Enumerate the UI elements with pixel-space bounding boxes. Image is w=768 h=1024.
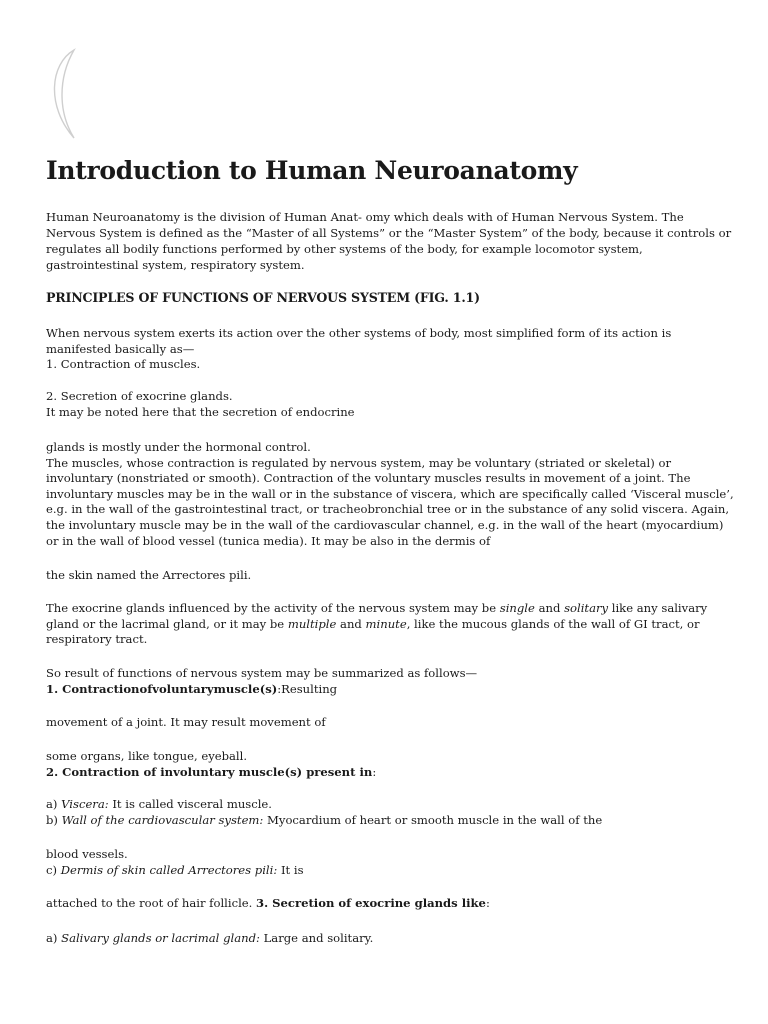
text-line: the skin named the Arrectores pili. <box>46 568 252 582</box>
text-line: some organs, like tongue, eyeball. <box>46 749 248 763</box>
text-line: the involuntary muscle may be in the wall of the cardiovascular channel, e.g. in the wall of the heart (myocardium) <box>46 518 724 532</box>
text-line: e.g. in the wall of the gastrointestinal tract, or tracheobronchial tree or in the substance of any solid viscera. Again, <box>46 502 730 516</box>
text-line: The muscles, whose contraction is regulated by nervous system, may be voluntary (striated or skeletal) or <box>46 456 671 470</box>
text-line: When nervous system exerts its action over the other systems of body, most simplified form of its action is <box>46 326 672 340</box>
text-line: movement of a joint. It may result movement of <box>46 715 326 729</box>
text-line: or in the wall of blood vessel (tunica media). It may be also in the dermis of <box>46 534 491 548</box>
crescent-logo-icon <box>44 46 84 142</box>
text-line: involuntary (nonstriated or smooth). Contraction of the voluntary muscles results in movement of a joint. The <box>46 471 691 485</box>
text-line: respiratory tract. <box>46 632 148 646</box>
summary-item-1: 1. Contractionofvoluntarymuscle(s):Resulting <box>46 682 338 696</box>
text-line: blood vessels. <box>46 847 128 861</box>
text-line: The exocrine glands influenced by the activity of the nervous system may be single and solitary like any salivary <box>46 601 708 615</box>
list-item-c: c) Dermis of skin called Arrectores pili: It is <box>46 863 304 877</box>
page-title: Introduction to Human Neuroanatomy <box>46 156 578 185</box>
text-line: 2. Secretion of exocrine glands. <box>46 389 233 403</box>
list-item-a: a) Viscera: It is called visceral muscle. <box>46 797 272 811</box>
text-line: manifested basically as— <box>46 342 195 356</box>
intro-line: Nervous System is defined as the “Master of all Systems” or the “Master System” of the body, because it controls or <box>46 226 732 240</box>
text-line: 1. Contraction of muscles. <box>46 357 201 371</box>
list-item-b: b) Wall of the cardiovascular system: Myocardium of heart or smooth muscle in the wall of the <box>46 813 603 827</box>
text-line: involuntary muscles may be in the wall or in the substance of viscera, which are specifically called ‘Visceral muscle’, <box>46 487 734 501</box>
list-item-d: a) Salivary glands or lacrimal gland: Large and solitary. <box>46 931 374 945</box>
intro-line: regulates all bodily functions performed by other systems of the body, for example locomotor system, <box>46 242 643 256</box>
section-heading: PRINCIPLES OF FUNCTIONS OF NERVOUS SYSTEM (FIG. 1.1) <box>46 290 480 305</box>
summary-item-2: 2. Contraction of involuntary muscle(s) present in: <box>46 765 377 779</box>
text-line: It may be noted here that the secretion of endocrine <box>46 405 355 419</box>
text-line: glands is mostly under the hormonal control. <box>46 440 311 454</box>
intro-line: gastrointestinal system, respiratory system. <box>46 258 305 272</box>
text-line: gland or the lacrimal gland, or it may be multiple and minute, like the mucous glands of the wall of GI tract, or <box>46 617 700 631</box>
intro-line: Human Neuroanatomy is the division of Human Anat- omy which deals with of Human Nervous System. The <box>46 210 684 224</box>
text-line: So result of functions of nervous system may be summarized as follows— <box>46 666 478 680</box>
summary-item-3: attached to the root of hair follicle. 3. Secretion of exocrine glands like: <box>46 896 490 910</box>
